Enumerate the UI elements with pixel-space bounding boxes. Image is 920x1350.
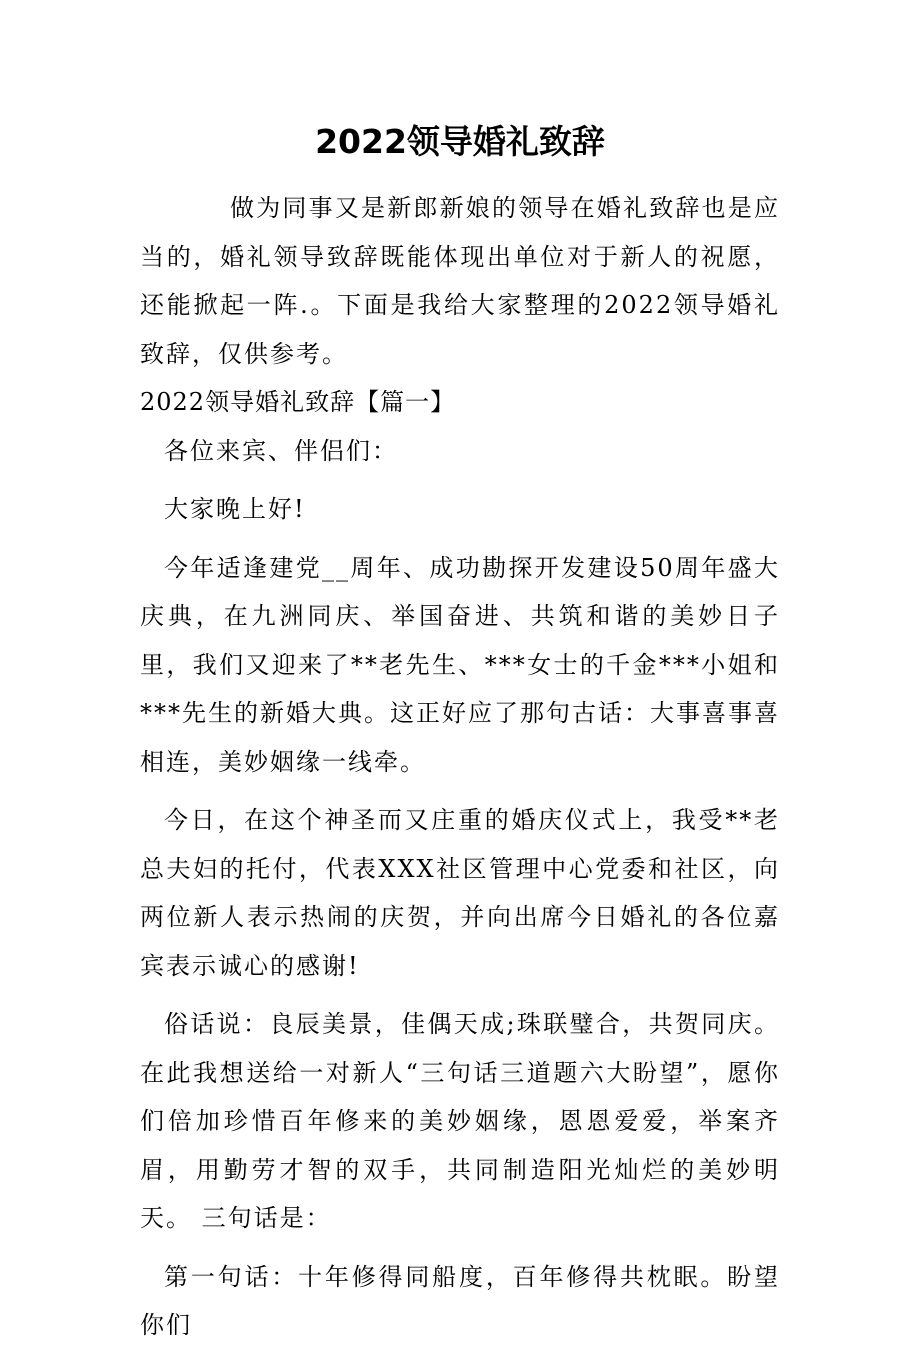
body-paragraph: 今年适逢建党__周年、成功勘探开发建设50周年盛大庆典，在九洲同庆、举国奋进、共筑和谐的美妙日子里，我们又迎来了**老先生、***女士的千金***小姐和***先生的新婚大典。这正好应了那句古话：大事喜事喜相连，美妙姻缘一线牵。 [140,553,780,776]
document-title: 2022领导婚礼致辞 [315,122,605,161]
body-paragraph: 第一句话：十年修得同船度，百年修得共枕眠。盼望你们 [140,1262,780,1339]
greeting-line: 大家晚上好! [164,495,306,523]
body-paragraph: 今日，在这个神圣而又庄重的婚庆仪式上，我受**老总夫妇的托付，代表XXX社区管理中心党委和社区，向两位新人表示热闹的庆贺，并向出席今日婚礼的各位嘉宾表示诚心的感谢! [140,806,780,980]
section-heading: 2022领导婚礼致辞【篇一】 [140,388,456,416]
intro-paragraph: 做为同事又是新郎新娘的领导在婚礼致辞也是应当的，婚礼领导致辞既能体现出单位对于新人的祝愿，还能掀起一阵.。下面是我给大家整理的2022领导婚礼致辞，仅供参考。 [140,194,780,368]
document-body [140,184,780,1350]
body-paragraph: 俗话说：良辰美景，佳偶天成;珠联璧合，共贺同庆。在此我想送给一对新人“三句话三道题六大盼望”，愿你们倍加珍惜百年修来的美妙姻缘，恩恩爱爱，举案齐眉，用勤劳才智的双手，共同制造阳光灿烂的美妙明天。 三句话是： [140,1010,780,1232]
salutation-line: 各位来宾、伴侣们： [164,436,398,465]
